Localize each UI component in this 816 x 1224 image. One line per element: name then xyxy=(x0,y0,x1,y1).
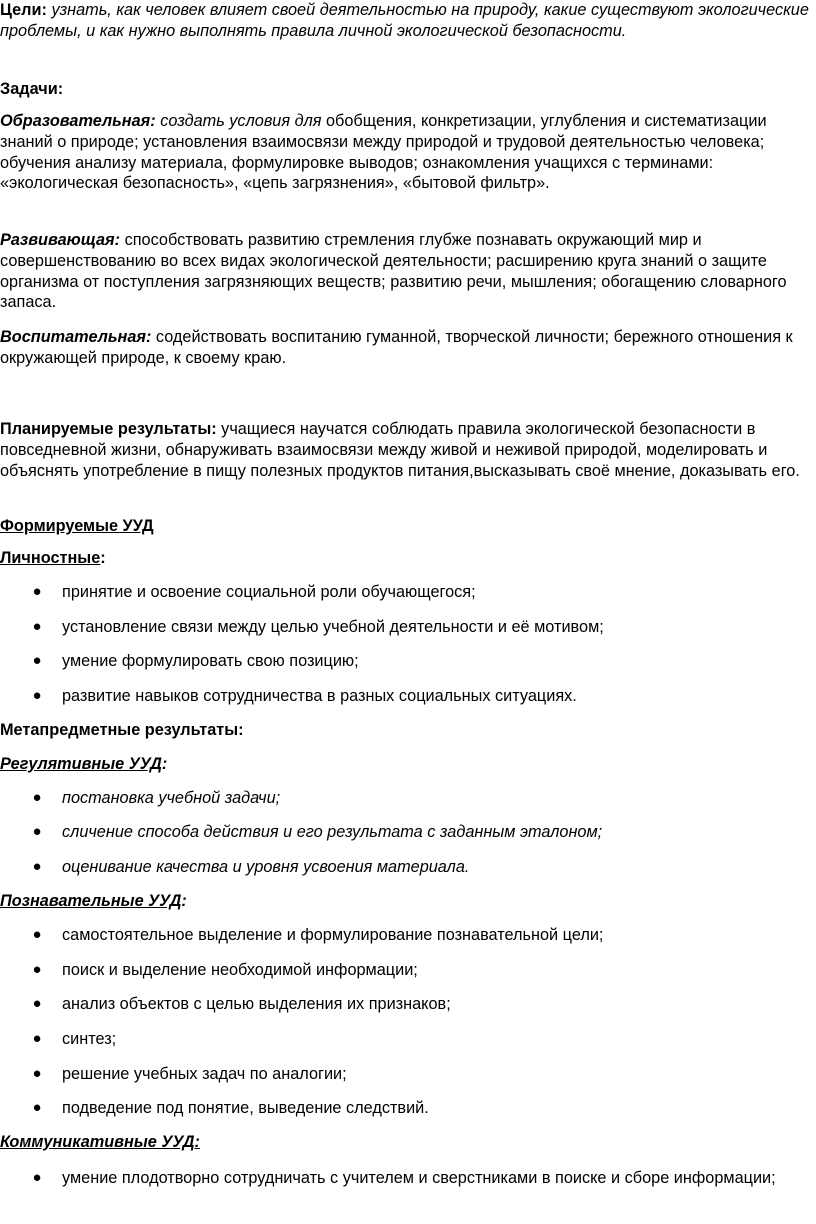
personal-heading-text: Личностные xyxy=(0,549,101,567)
tasks-heading xyxy=(0,79,812,100)
tasks-heading-text: Задачи: xyxy=(0,80,64,98)
meta-heading-text: Метапредметные результаты: xyxy=(0,721,244,739)
educational-task-paragraph xyxy=(0,111,812,194)
bullet-icon: ● xyxy=(32,1169,42,1186)
goals-label: Цели: xyxy=(0,1,47,19)
goals-text: узнать, как человек влияет своей деятельностью на природу, какие существуют экологические проблемы, и как нужно выполнять правила личной экологической безопасности. xyxy=(0,1,809,40)
uud-heading xyxy=(0,516,812,537)
upbringing-task-paragraph xyxy=(0,327,812,369)
bullet-icon: ● xyxy=(32,789,42,806)
bullet-icon: ● xyxy=(32,926,42,943)
bullet-icon: ● xyxy=(32,823,42,840)
planned-results-label: Планируемые результаты: xyxy=(0,420,217,438)
meta-heading xyxy=(0,720,812,741)
developmental-label: Развивающая: xyxy=(0,231,121,249)
upbringing-text: содействовать воспитанию гуманной, творческой личности; бережного отношения к окружающей природе, к своему краю. xyxy=(0,328,793,367)
educational-label: Образовательная: xyxy=(0,112,156,130)
developmental-task-paragraph xyxy=(0,230,812,313)
uud-heading-text: Формируемые УУД xyxy=(0,517,154,535)
bullet-icon: ● xyxy=(32,687,42,704)
document-page: Цели: узнать, как человек влияет своей деятельностью на природу, какие существуют экологические проблемы, и как нужно выполнять правила личной экологической безопасности. Задачи: Образовательная: создать условия для обобщения, конкретизации, углубления и систематизации знаний о природе; установления взаимосвязи между природой и трудовой деятельностью человека; обучения анализу материала, формулировке выводов; ознакомления учащихся с терминами: «экологическая безопасность», «цепь загрязнения», «бытовой фильтр». Развивающая: способствовать развитию стремления глубже познавать окружающий мир и совершенствованию во всех видах экологической деятельности; расширению круга знаний о защите организма от поступления загрязняющих веществ; развитию речи, мышления; обогащению словарного запаса. Воспитательная: содействовать воспитанию гуманной, творческой личности; бережного отношения к окружающей природе, к своему краю. Планируемые результаты: учащиеся научатся соблюдать правила экологической безопасности в повседневной жизни, обнаруживать взаимосвязи между живой и неживой природой, моделировать и объяснять употребление в пищу полезных продуктов питания,высказывать своё мнение, доказывать его. Формируемые УУД Личностные: ● принятие и освоение социальной роли обучающегося; ● установление связи между целью учебной деятельности и её мотивом; ● умение формулировать свою позицию; ● развитие навыков сотрудничества в разных социальных ситуациях. Метапредметные результаты: Регулятивные УУД: ● постановка учебной задачи; ● сличение способа действия и его результата с заданным эталоном; ● оценивание качества и уровня усвоения материала. Познавательные УУД: ● самостоятельное выделение и формулирование познавательной цели; ● поиск и выделение необходимой информации; ● анализ объектов с целью выделения их признаков; ● синтез; ● решение учебных задач по аналогии; ● подведение под понятие, выведение следствий. Коммуникативные УУД: ● умение плодотворно сотрудничать с учителем и сверстниками в поиске и сборе информации; xyxy=(0,0,816,1224)
communicative-heading xyxy=(0,1132,812,1153)
bullet-icon: ● xyxy=(32,961,42,978)
bullet-icon: ● xyxy=(32,652,42,669)
developmental-text: способствовать развитию стремления глубже познавать окружающий мир и совершенствованию во всех видах экологической деятельности; расширению круга знаний о защите организма от поступления загрязняющих веществ; развитию речи, мышления; обогащению словарного запаса. xyxy=(0,231,787,312)
bullet-icon: ● xyxy=(32,583,42,600)
educational-italic: создать условия для xyxy=(155,112,322,130)
planned-results-text: учащиеся научатся соблюдать правила экологической безопасности в повседневной жизни, обнаруживать взаимосвязи между живой и неживой природой, моделировать и объяснять употребление в пищу полезных продуктов питания,высказывать своё мнение, доказывать его. xyxy=(0,420,800,480)
bullet-icon: ● xyxy=(32,995,42,1012)
cognitive-heading-text: Познавательные УУД xyxy=(0,892,182,910)
bullet-icon: ● xyxy=(32,858,42,875)
planned-results-paragraph xyxy=(0,419,812,481)
goals-paragraph xyxy=(0,0,812,42)
communicative-heading-text: Коммуникативные УУД: xyxy=(0,1133,200,1151)
upbringing-label: Воспитательная: xyxy=(0,328,152,346)
cognitive-heading: Познавательные УУД: xyxy=(0,892,187,910)
bullet-icon: ● xyxy=(32,1030,42,1047)
regulatory-heading: Регулятивные УУД: xyxy=(0,755,168,773)
educational-text: обобщения, конкретизации, углубления и систематизации знаний о природе; установления взаимосвязи между природой и трудовой деятельностью человека; обучения анализу материала, формулировке выводов; ознакомления учащихся с терминами: «экологическая безопасность», «цепь загрязнения», «бытовой фильтр». xyxy=(0,112,767,193)
bullet-icon: ● xyxy=(32,1065,42,1082)
bullet-icon: ● xyxy=(32,618,42,635)
regulatory-heading-text: Регулятивные УУД xyxy=(0,755,162,773)
bullet-icon: ● xyxy=(32,1099,42,1116)
personal-heading: Личностные: xyxy=(0,549,106,567)
